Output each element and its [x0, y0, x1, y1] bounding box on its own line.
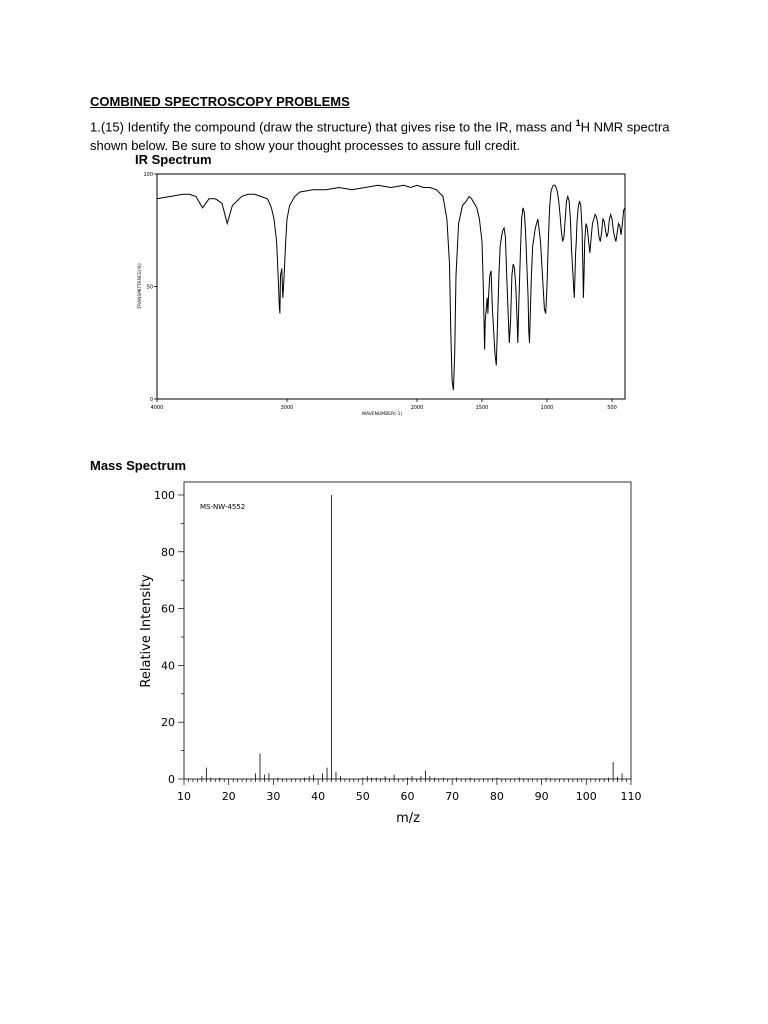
- ms-y-tick-label: 0: [168, 773, 175, 786]
- ms-y-tick-label: 40: [161, 659, 175, 673]
- ir-y-tick-label: 100: [143, 172, 153, 178]
- ms-x-tick-label: 20: [221, 790, 236, 803]
- ir-x-tick-label: 3000: [280, 405, 294, 411]
- problem-lead: 1.(15) Identify the compound (draw the structure) that gives rise to the IR, mass and: [90, 119, 576, 135]
- ms-x-tick-label: 70: [445, 790, 460, 803]
- ir-x-tick-label: 500: [607, 405, 617, 411]
- ir-x-tick-label: 1000: [540, 405, 554, 411]
- ms-x-tick-label: 60: [400, 790, 415, 803]
- ir-plot-frame: [157, 174, 625, 399]
- ms-x-tick-label: 40: [311, 790, 326, 803]
- ms-x-axis-label: m/z: [396, 811, 420, 826]
- ir-x-tick-label: 2000: [410, 405, 424, 411]
- problem-tail: H NMR spectra shown below. Be sure to show your thought processes to assure full credit.: [90, 119, 670, 154]
- ms-x-tick-label: 50: [355, 790, 370, 803]
- ir-section-title: IR Spectrum: [135, 152, 212, 167]
- ms-y-tick-label: 80: [161, 545, 175, 559]
- ir-spectrum-trace: [157, 185, 625, 390]
- page-heading: COMBINED SPECTROSCOPY PROBLEMS: [90, 94, 350, 109]
- ir-x-tick-label: 1500: [475, 405, 489, 411]
- ms-y-tick-label: 20: [161, 716, 175, 730]
- mass-section-title: Mass Spectrum: [90, 458, 187, 473]
- nmr-superscript: 1: [575, 118, 581, 128]
- ms-x-tick-label: 100: [575, 790, 597, 803]
- ir-y-axis-label: TRANSMITTANCE(%): [138, 263, 143, 309]
- ir-x-tick-label: 4000: [150, 405, 164, 411]
- ms-x-tick-label: 10: [177, 790, 191, 803]
- ms-x-tick-label: 110: [620, 790, 642, 803]
- ms-y-axis-label: Relative Intensity: [139, 574, 154, 688]
- ir-axis-ticks: [143, 172, 616, 411]
- ms-x-tick-label: 80: [489, 790, 504, 803]
- ms-x-tick-label: 90: [534, 790, 549, 803]
- ms-y-tick-label: 100: [154, 489, 175, 502]
- ir-y-tick-label: 50: [146, 284, 153, 291]
- ir-x-axis-label: WAVENUMBER(-1): [361, 412, 403, 417]
- ir-y-tick-label: 0: [149, 397, 153, 403]
- ms-y-tick-label: 60: [161, 602, 175, 616]
- ms-annotation: MS-NW-4552: [200, 503, 246, 511]
- ms-x-tick-label: 30: [266, 790, 281, 803]
